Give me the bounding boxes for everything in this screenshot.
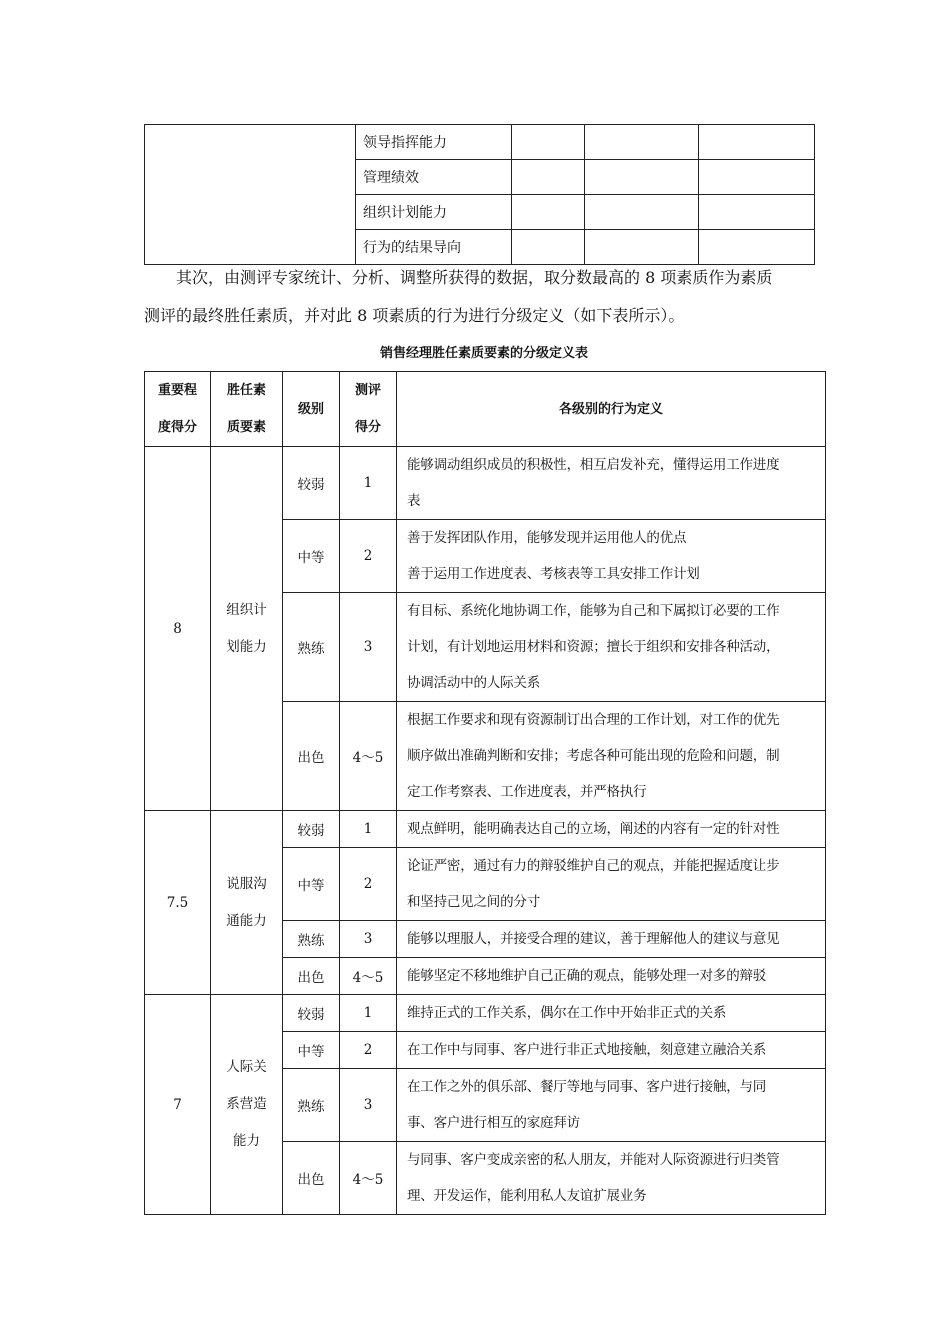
header-score: 测评 得分 (340, 372, 397, 447)
definition-line: 事、客户进行相互的家庭拜访 (407, 1115, 580, 1131)
definition-line: 在工作中与同事、客户进行非正式地接触，刻意建立融洽关系 (407, 1042, 767, 1058)
blank-cell (585, 160, 699, 195)
level-score: 2 (340, 848, 397, 921)
blank-cell (512, 125, 585, 160)
level-label: 熟练 (283, 921, 340, 958)
level-score: 1 (340, 811, 397, 848)
blank-cell (512, 160, 585, 195)
competency-item: 管理绩效 (356, 160, 512, 195)
header-level: 级别 (283, 372, 340, 447)
continuation-table (144, 124, 815, 265)
level-label: 熟练 (283, 1069, 340, 1142)
header-importance: 重要程 度得分 (145, 372, 211, 447)
level-label: 较弱 (283, 811, 340, 848)
definition-line: 善于发挥团队作用，能够发现并运用他人的优点 (407, 530, 687, 546)
table-row (145, 811, 826, 848)
blank-cell (699, 195, 815, 230)
behavior-definition (397, 447, 826, 520)
level-score: 3 (340, 1069, 397, 1142)
importance-score: 7 (145, 995, 211, 1215)
level-score: 1 (340, 447, 397, 520)
factor-line: 组织计 (226, 601, 267, 618)
factor-line: 系营造 (226, 1096, 267, 1112)
level-score: 2 (340, 520, 397, 593)
table-row (145, 447, 826, 520)
importance-score: 8 (145, 447, 211, 811)
blank-cell (585, 230, 699, 265)
table-row (145, 125, 815, 160)
grading-definition-table (144, 371, 826, 1215)
level-label: 熟练 (283, 593, 340, 702)
competency-item: 组织计划能力 (356, 195, 512, 230)
definition-line: 在工作之外的俱乐部、餐厅等地与同事、客户进行接触，与同 (407, 1079, 767, 1095)
header-row (145, 372, 826, 447)
behavior-definition (397, 958, 826, 995)
level-score: 4～5 (340, 702, 397, 811)
definition-line: 能够坚定不移地维护自己正确的观点，能够处理一对多的辩驳 (407, 968, 767, 984)
behavior-definition (397, 995, 826, 1032)
definition-line: 有目标、系统化地协调工作，能够为自己和下属拟订必要的工作 (407, 603, 780, 619)
blank-cell (585, 195, 699, 230)
blank-cell (699, 125, 815, 160)
importance-score: 7.5 (145, 811, 211, 995)
table-row (145, 995, 826, 1032)
level-label: 中等 (283, 520, 340, 593)
definition-line: 表 (407, 493, 421, 509)
level-score: 1 (340, 995, 397, 1032)
header-factor: 胜任素 质要素 (211, 372, 283, 447)
behavior-definition (397, 1032, 826, 1069)
behavior-definition (397, 520, 826, 593)
definition-line: 论证严密，通过有力的辩驳维护自己的观点，并能把握适度让步 (407, 858, 780, 874)
level-score: 4～5 (340, 1142, 397, 1215)
level-score: 3 (340, 921, 397, 958)
behavior-definition (397, 702, 826, 811)
factor-line: 划能力 (226, 638, 267, 655)
level-score: 2 (340, 1032, 397, 1069)
competency-factor (211, 447, 283, 811)
definition-line: 维持正式的工作关系，偶尔在工作中开始非正式的关系 (407, 1005, 727, 1021)
factor-line: 通能力 (226, 912, 267, 929)
factor-line: 人际关 (226, 1059, 267, 1075)
definition-line: 能够调动组织成员的积极性，相互启发补充，懂得运用工作进度 (407, 457, 780, 473)
definition-line: 善于运用工作进度表、考核表等工具安排工作计划 (407, 566, 700, 582)
level-label: 较弱 (283, 447, 340, 520)
competency-factor (211, 811, 283, 995)
behavior-definition (397, 921, 826, 958)
blank-cell (585, 125, 699, 160)
level-score: 3 (340, 593, 397, 702)
body-paragraph-line-2: 测评的最终胜任素质，并对此 8 项素质的行为进行分级定义（如下表所示）。 (144, 306, 685, 325)
definition-line: 计划，有计划地运用材料和资源；擅长于组织和安排各种活动， (407, 639, 780, 655)
blank-cell (512, 230, 585, 265)
definition-line: 和坚持己见之间的分寸 (407, 894, 540, 910)
behavior-definition (397, 848, 826, 921)
merged-blank-cell (145, 125, 356, 265)
behavior-definition (397, 1142, 826, 1215)
blank-cell (699, 160, 815, 195)
factor-line: 能力 (233, 1133, 260, 1149)
header-definition: 各级别的行为定义 (397, 372, 826, 447)
level-label: 较弱 (283, 995, 340, 1032)
competency-item: 行为的结果导向 (356, 230, 512, 265)
table-body (145, 447, 826, 1215)
definition-line: 定工作考察表、工作进度表，并严格执行 (407, 784, 647, 800)
body-paragraph-line-1: 其次，由测评专家统计、分析、调整所获得的数据，取分数最高的 8 项素质作为素质 (176, 268, 773, 287)
behavior-definition (397, 811, 826, 848)
level-score: 4～5 (340, 958, 397, 995)
definition-line: 协调活动中的人际关系 (407, 675, 540, 691)
definition-line: 与同事、客户变成亲密的私人朋友，并能对人际资源进行归类管 (407, 1152, 780, 1168)
competency-factor (211, 995, 283, 1215)
level-label: 出色 (283, 702, 340, 811)
level-label: 出色 (283, 1142, 340, 1215)
level-label: 出色 (283, 958, 340, 995)
factor-line: 说服沟 (226, 875, 267, 892)
definition-line: 顺序做出准确判断和安排；考虑各种可能出现的危险和问题，制 (407, 748, 780, 764)
blank-cell (699, 230, 815, 265)
blank-cell (512, 195, 585, 230)
definition-line: 根据工作要求和现有资源制订出合理的工作计划，对工作的优先 (407, 712, 780, 728)
table-title: 销售经理胜任素质要素的分级定义表 (379, 346, 588, 361)
behavior-definition (397, 1069, 826, 1142)
level-label: 中等 (283, 1032, 340, 1069)
definition-line: 理、开发运作，能利用私人友谊扩展业务 (407, 1188, 647, 1204)
behavior-definition (397, 593, 826, 702)
definition-line: 能够以理服人，并接受合理的建议，善于理解他人的建议与意见 (407, 931, 780, 947)
definition-line: 观点鲜明，能明确表达自己的立场，阐述的内容有一定的针对性 (407, 821, 780, 837)
level-label: 中等 (283, 848, 340, 921)
competency-item: 领导指挥能力 (356, 125, 512, 160)
